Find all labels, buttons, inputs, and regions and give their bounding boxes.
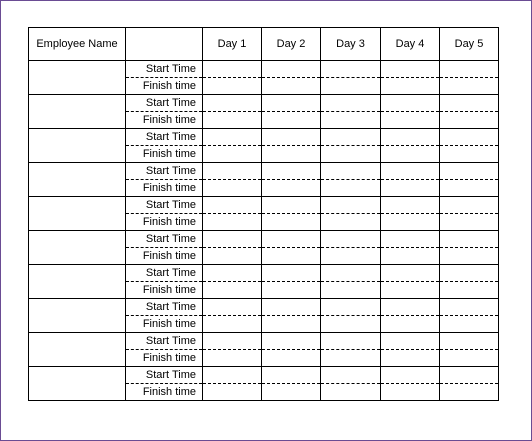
employee-name-cell[interactable] bbox=[29, 163, 126, 197]
finish-time-cell[interactable] bbox=[203, 350, 262, 367]
start-time-cell[interactable] bbox=[321, 333, 381, 350]
finish-time-cell[interactable] bbox=[203, 214, 262, 231]
finish-time-cell[interactable] bbox=[262, 316, 321, 333]
finish-time-cell[interactable] bbox=[440, 78, 499, 95]
finish-time-cell[interactable] bbox=[203, 146, 262, 163]
start-time-label: Start Time bbox=[126, 231, 203, 248]
finish-time-label: Finish time bbox=[126, 350, 203, 367]
finish-time-cell[interactable] bbox=[440, 248, 499, 265]
start-time-cell[interactable] bbox=[440, 299, 499, 316]
start-time-cell[interactable] bbox=[203, 61, 262, 78]
finish-time-cell[interactable] bbox=[440, 112, 499, 129]
finish-time-cell[interactable] bbox=[440, 282, 499, 299]
start-time-row bbox=[29, 61, 499, 78]
start-time-cell[interactable] bbox=[321, 197, 381, 214]
start-time-cell[interactable] bbox=[381, 129, 440, 146]
finish-time-cell[interactable] bbox=[262, 112, 321, 129]
start-time-cell[interactable] bbox=[262, 333, 321, 350]
start-time-cell[interactable] bbox=[262, 265, 321, 282]
finish-time-cell[interactable] bbox=[440, 214, 499, 231]
employee-name-cell[interactable] bbox=[29, 197, 126, 231]
start-time-cell[interactable] bbox=[262, 367, 321, 384]
finish-time-cell[interactable] bbox=[381, 78, 440, 95]
start-time-cell[interactable] bbox=[203, 95, 262, 112]
start-time-label: Start Time bbox=[126, 163, 203, 180]
start-time-cell[interactable] bbox=[203, 367, 262, 384]
employee-name-cell[interactable] bbox=[29, 129, 126, 163]
finish-time-cell[interactable] bbox=[262, 78, 321, 95]
start-time-cell[interactable] bbox=[203, 265, 262, 282]
employee-name-cell[interactable] bbox=[29, 367, 126, 401]
start-time-row bbox=[29, 197, 499, 214]
finish-time-cell[interactable] bbox=[262, 248, 321, 265]
finish-time-cell[interactable] bbox=[381, 180, 440, 197]
day-header: Day 1 bbox=[203, 28, 262, 61]
start-time-row bbox=[29, 265, 499, 282]
start-time-cell[interactable] bbox=[381, 265, 440, 282]
start-time-label: Start Time bbox=[126, 333, 203, 350]
finish-time-label: Finish time bbox=[126, 214, 203, 231]
finish-time-cell[interactable] bbox=[262, 214, 321, 231]
finish-time-cell[interactable] bbox=[381, 146, 440, 163]
day-header: Day 5 bbox=[440, 28, 499, 61]
finish-time-label: Finish time bbox=[126, 78, 203, 95]
start-time-cell[interactable] bbox=[440, 367, 499, 384]
finish-time-cell[interactable] bbox=[321, 146, 381, 163]
finish-time-label: Finish time bbox=[126, 248, 203, 265]
finish-time-cell[interactable] bbox=[262, 350, 321, 367]
start-time-cell[interactable] bbox=[381, 95, 440, 112]
start-time-cell[interactable] bbox=[262, 299, 321, 316]
finish-time-cell[interactable] bbox=[203, 282, 262, 299]
finish-time-cell[interactable] bbox=[262, 282, 321, 299]
start-time-row bbox=[29, 95, 499, 112]
finish-time-label: Finish time bbox=[126, 384, 203, 401]
finish-time-cell[interactable] bbox=[321, 350, 381, 367]
start-time-cell[interactable] bbox=[381, 197, 440, 214]
start-time-label: Start Time bbox=[126, 367, 203, 384]
finish-time-cell[interactable] bbox=[203, 248, 262, 265]
start-time-cell[interactable] bbox=[381, 163, 440, 180]
start-time-label: Start Time bbox=[126, 299, 203, 316]
finish-time-cell[interactable] bbox=[381, 316, 440, 333]
finish-time-cell[interactable] bbox=[440, 180, 499, 197]
start-time-label: Start Time bbox=[126, 95, 203, 112]
employee-name-header: Employee Name bbox=[29, 28, 126, 61]
finish-time-cell[interactable] bbox=[203, 112, 262, 129]
finish-time-label: Finish time bbox=[126, 112, 203, 129]
finish-time-cell[interactable] bbox=[262, 384, 321, 401]
start-time-cell[interactable] bbox=[203, 231, 262, 248]
start-time-cell[interactable] bbox=[262, 61, 321, 78]
start-time-row bbox=[29, 231, 499, 248]
finish-time-cell[interactable] bbox=[381, 282, 440, 299]
finish-time-cell[interactable] bbox=[381, 248, 440, 265]
start-time-cell[interactable] bbox=[381, 61, 440, 78]
start-time-cell[interactable] bbox=[440, 163, 499, 180]
start-time-cell[interactable] bbox=[440, 129, 499, 146]
start-time-label: Start Time bbox=[126, 265, 203, 282]
finish-time-cell[interactable] bbox=[321, 214, 381, 231]
finish-time-label: Finish time bbox=[126, 282, 203, 299]
start-time-cell[interactable] bbox=[203, 163, 262, 180]
day-header: Day 2 bbox=[262, 28, 321, 61]
day-header: Day 3 bbox=[321, 28, 381, 61]
header-row bbox=[29, 28, 499, 61]
start-time-cell[interactable] bbox=[203, 197, 262, 214]
day-header: Day 4 bbox=[381, 28, 440, 61]
start-time-cell[interactable] bbox=[262, 163, 321, 180]
employee-name-cell[interactable] bbox=[29, 299, 126, 333]
finish-time-cell[interactable] bbox=[203, 78, 262, 95]
finish-time-label: Finish time bbox=[126, 180, 203, 197]
finish-time-cell[interactable] bbox=[381, 214, 440, 231]
finish-time-cell[interactable] bbox=[203, 384, 262, 401]
start-time-cell[interactable] bbox=[321, 265, 381, 282]
finish-time-cell[interactable] bbox=[321, 180, 381, 197]
finish-time-cell[interactable] bbox=[203, 316, 262, 333]
start-time-cell[interactable] bbox=[381, 299, 440, 316]
start-time-row bbox=[29, 299, 499, 316]
start-time-cell[interactable] bbox=[321, 95, 381, 112]
start-time-cell[interactable] bbox=[381, 231, 440, 248]
employee-name-cell[interactable] bbox=[29, 333, 126, 367]
finish-time-cell[interactable] bbox=[440, 384, 499, 401]
start-time-cell[interactable] bbox=[262, 129, 321, 146]
start-time-cell[interactable] bbox=[381, 333, 440, 350]
finish-time-cell[interactable] bbox=[381, 112, 440, 129]
timesheet-body bbox=[29, 28, 499, 401]
start-time-row bbox=[29, 163, 499, 180]
finish-time-cell[interactable] bbox=[440, 316, 499, 333]
start-time-cell[interactable] bbox=[203, 299, 262, 316]
start-time-cell[interactable] bbox=[440, 95, 499, 112]
employee-name-cell[interactable] bbox=[29, 265, 126, 299]
start-time-row bbox=[29, 129, 499, 146]
finish-time-cell[interactable] bbox=[321, 112, 381, 129]
employee-name-cell[interactable] bbox=[29, 231, 126, 265]
finish-time-cell[interactable] bbox=[440, 146, 499, 163]
start-time-cell[interactable] bbox=[321, 129, 381, 146]
finish-time-cell[interactable] bbox=[440, 350, 499, 367]
start-time-cell[interactable] bbox=[440, 61, 499, 78]
start-time-row bbox=[29, 333, 499, 350]
start-time-cell[interactable] bbox=[262, 197, 321, 214]
start-time-label: Start Time bbox=[126, 197, 203, 214]
finish-time-label: Finish time bbox=[126, 316, 203, 333]
finish-time-label: Finish time bbox=[126, 146, 203, 163]
finish-time-cell[interactable] bbox=[381, 384, 440, 401]
start-time-cell[interactable] bbox=[262, 231, 321, 248]
finish-time-cell[interactable] bbox=[321, 282, 381, 299]
start-time-cell[interactable] bbox=[440, 231, 499, 248]
start-time-cell[interactable] bbox=[321, 61, 381, 78]
start-time-cell[interactable] bbox=[440, 265, 499, 282]
finish-time-cell[interactable] bbox=[262, 146, 321, 163]
employee-name-cell[interactable] bbox=[29, 61, 126, 95]
finish-time-cell[interactable] bbox=[321, 316, 381, 333]
finish-time-cell[interactable] bbox=[321, 248, 381, 265]
start-time-cell[interactable] bbox=[321, 367, 381, 384]
start-time-cell[interactable] bbox=[440, 197, 499, 214]
start-time-cell[interactable] bbox=[203, 129, 262, 146]
finish-time-cell[interactable] bbox=[203, 180, 262, 197]
employee-name-cell[interactable] bbox=[29, 95, 126, 129]
finish-time-cell[interactable] bbox=[321, 78, 381, 95]
start-time-cell[interactable] bbox=[381, 367, 440, 384]
start-time-cell[interactable] bbox=[321, 163, 381, 180]
finish-time-cell[interactable] bbox=[381, 350, 440, 367]
time-label-header bbox=[126, 28, 203, 61]
start-time-cell[interactable] bbox=[321, 299, 381, 316]
start-time-row bbox=[29, 367, 499, 384]
start-time-label: Start Time bbox=[126, 129, 203, 146]
start-time-cell[interactable] bbox=[321, 231, 381, 248]
finish-time-cell[interactable] bbox=[321, 384, 381, 401]
start-time-cell[interactable] bbox=[203, 333, 262, 350]
start-time-cell[interactable] bbox=[262, 95, 321, 112]
start-time-label: Start Time bbox=[126, 61, 203, 78]
finish-time-cell[interactable] bbox=[262, 180, 321, 197]
timesheet-table bbox=[28, 27, 499, 401]
start-time-cell[interactable] bbox=[440, 333, 499, 350]
